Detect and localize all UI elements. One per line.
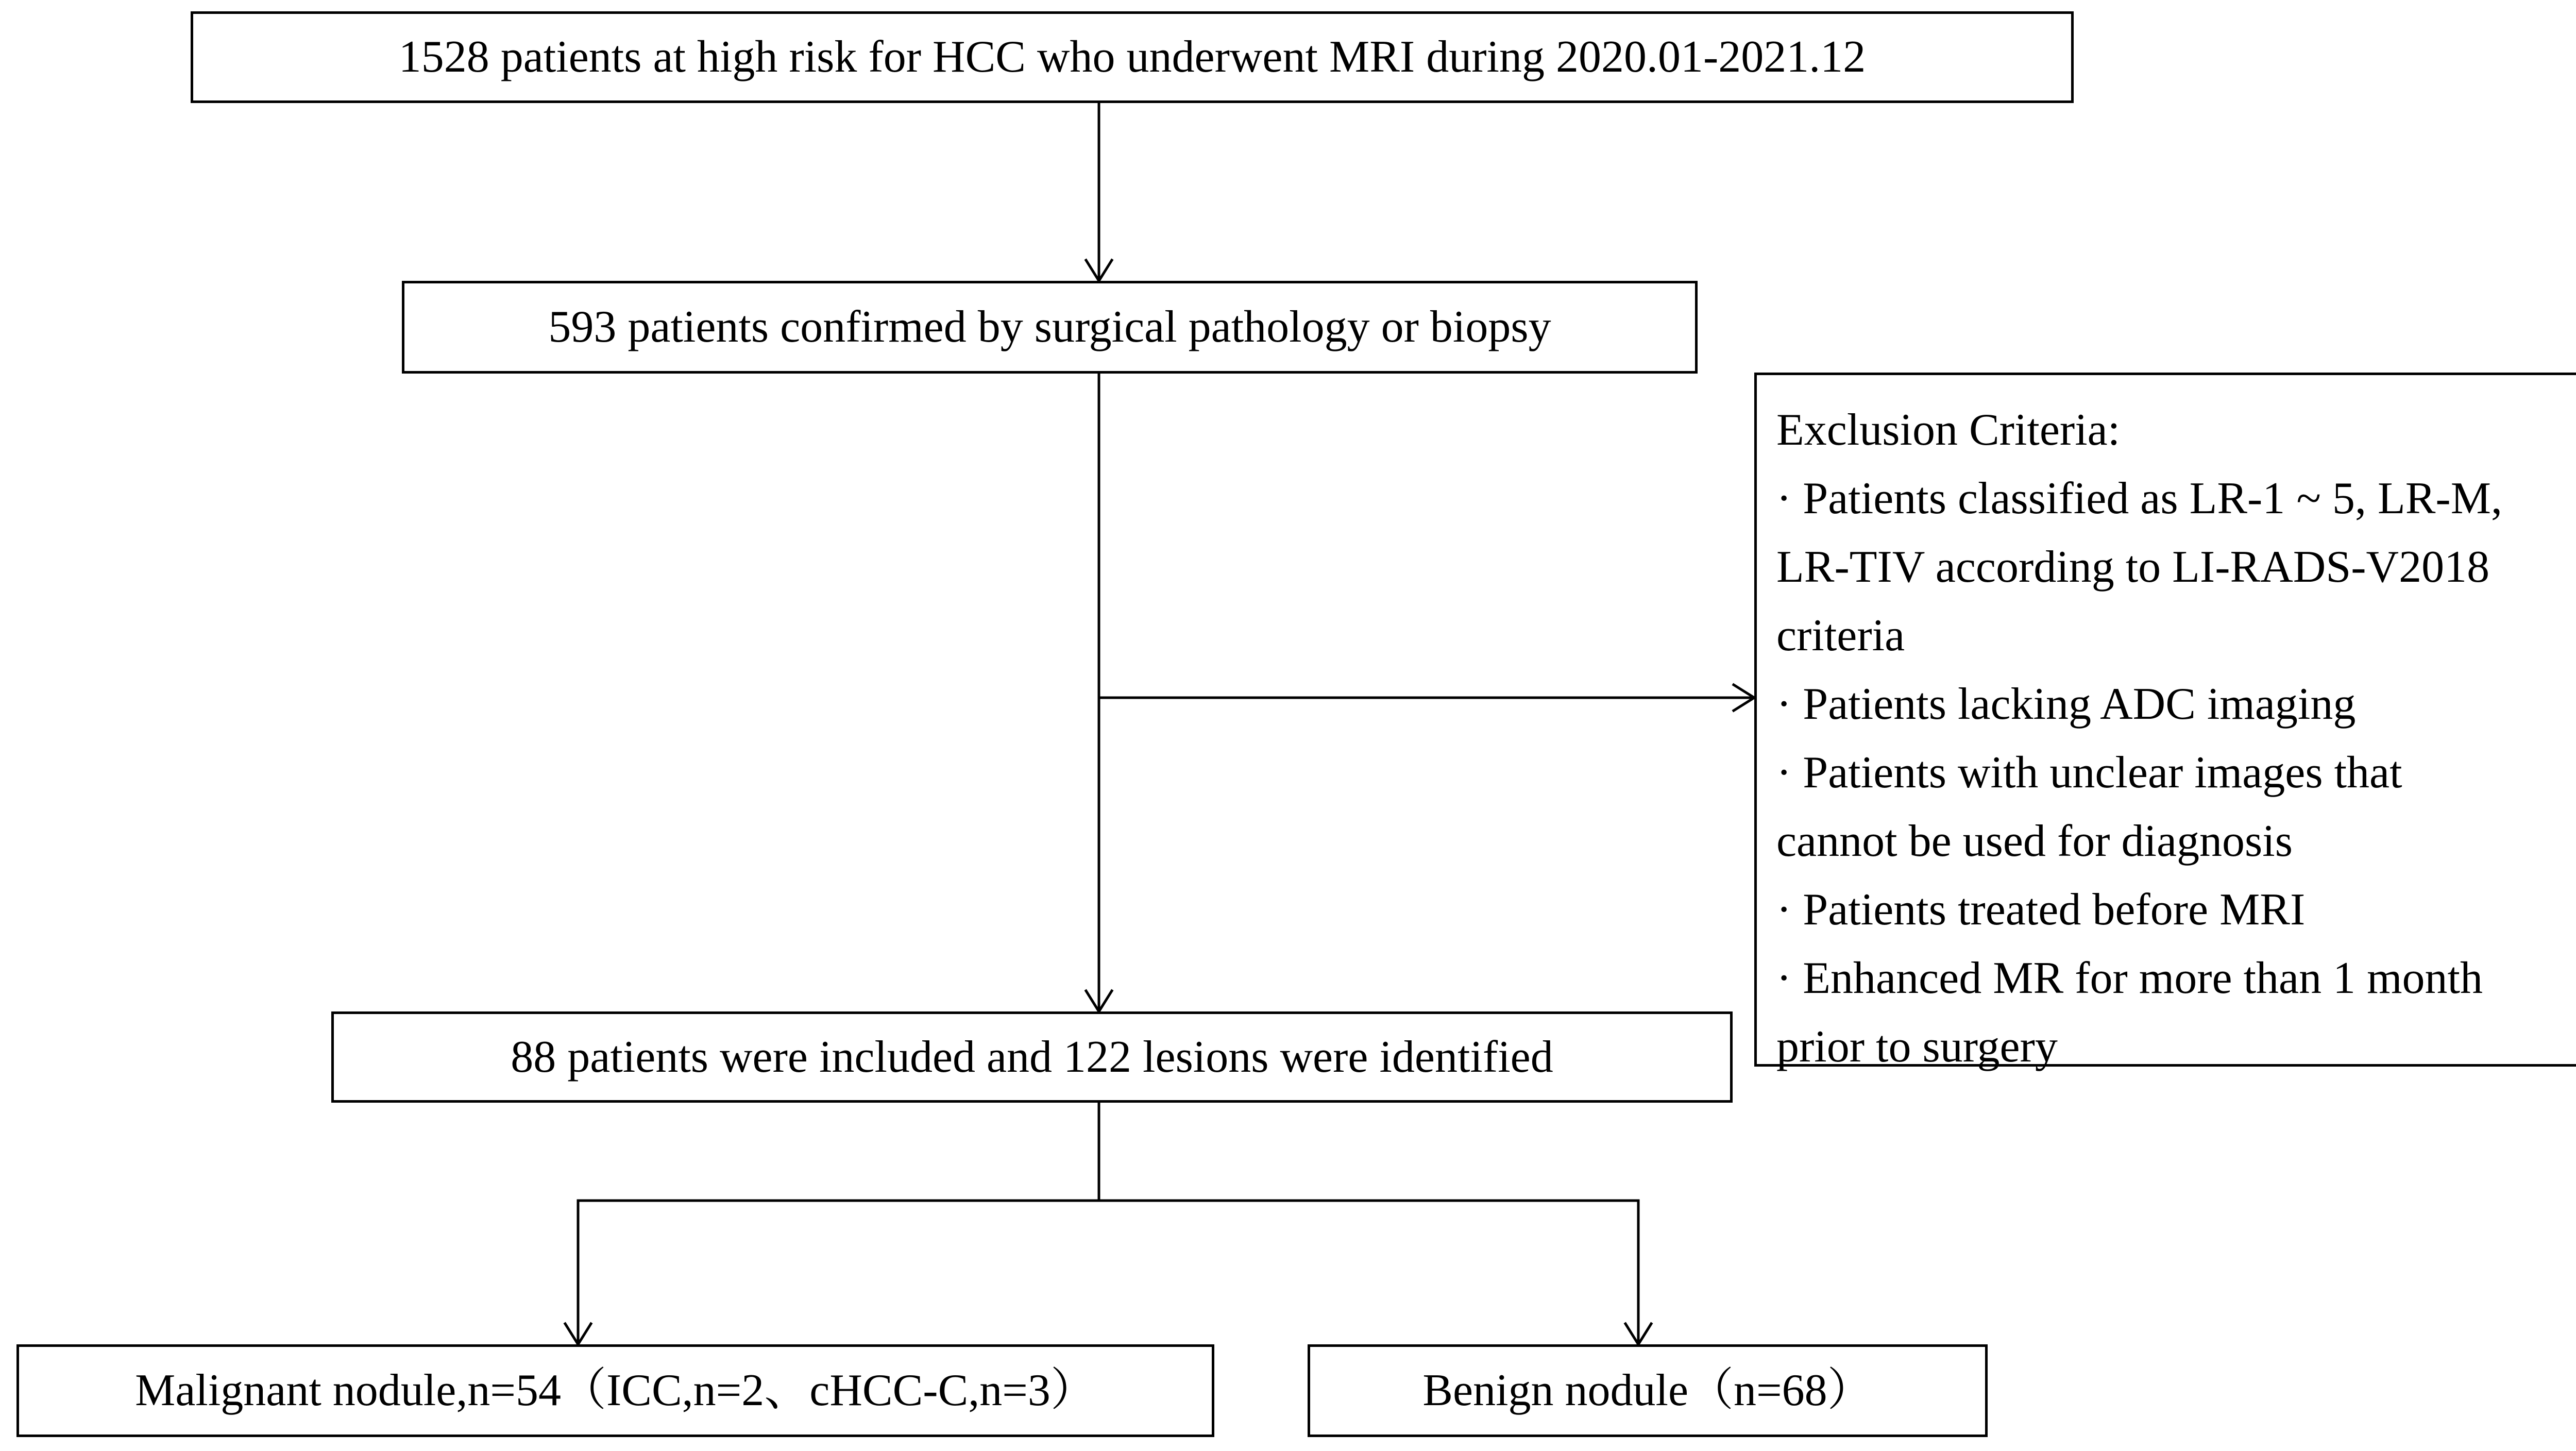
- box-benign-nodule-label: Benign nodule（n=68）: [1422, 1365, 1873, 1416]
- exclusion-line: prior to surgery: [1776, 1022, 2058, 1072]
- box-malignant-nodule-label: Malignant nodule,n=54（ICC,n=2、cHCC-C,n=3）: [135, 1365, 1096, 1416]
- box-included-patients-label: 88 patients were included and 122 lesions were identified: [511, 1032, 1553, 1082]
- exclusion-line: criteria: [1776, 611, 1905, 661]
- box-total-patients-label: 1528 patients at high risk for HCC who underwent MRI during 2020.01-2021.12: [398, 32, 1866, 82]
- box-included-patients: [331, 1011, 1733, 1103]
- box-total-patients: [191, 11, 2074, 103]
- box-confirmed-patients: [402, 281, 1698, 374]
- exclusion-line: · Patients with unclear images that: [1776, 748, 2402, 798]
- box-confirmed-patients-label: 593 patients confirmed by surgical pathology or biopsy: [548, 302, 1551, 352]
- exclusion-line: cannot be used for diagnosis: [1776, 816, 2293, 866]
- exclusion-line: · Patients classified as LR-1 ~ 5, LR-M,: [1776, 474, 2502, 524]
- exclusion-line: · Patients treated before MRI: [1776, 885, 2306, 935]
- box-malignant-nodule: [16, 1344, 1214, 1437]
- box-exclusion-criteria: [1754, 373, 2576, 1072]
- exclusion-line: · Patients lacking ADC imaging: [1776, 679, 2356, 729]
- exclusion-heading: Exclusion Criteria:: [1776, 405, 2121, 455]
- exclusion-line: · Enhanced MR for more than 1 month: [1776, 953, 2483, 1003]
- box-benign-nodule: [1308, 1344, 1988, 1437]
- exclusion-line: LR-TIV according to LI-RADS-V2018: [1776, 542, 2490, 592]
